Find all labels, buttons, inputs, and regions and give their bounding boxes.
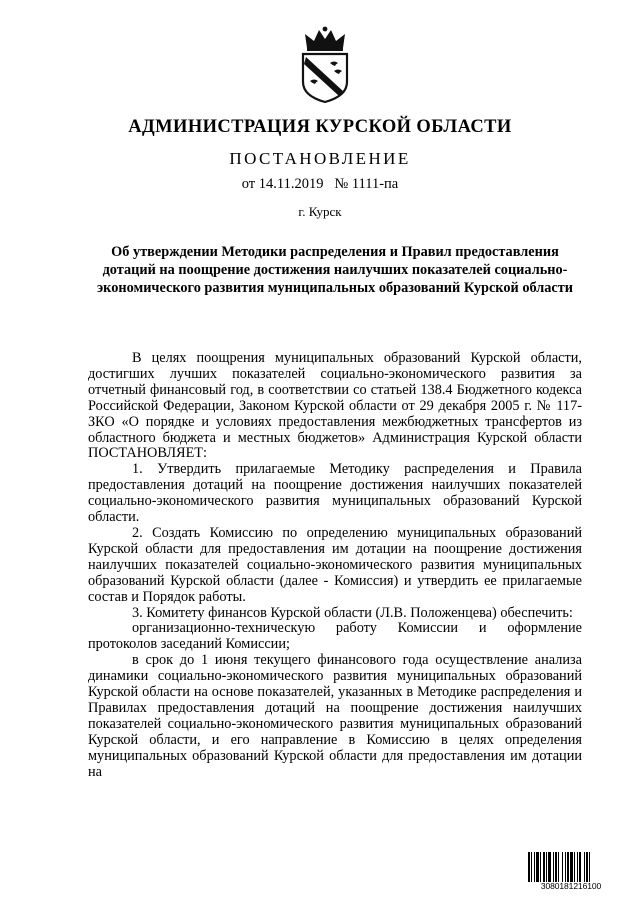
document-city: г. Курск (298, 204, 342, 219)
coat-of-arms-icon (297, 26, 353, 104)
barcode (528, 852, 614, 892)
paragraph-preamble: В целях поощрения муниципальных образований Курской области, достигших лучших показателей социально-экономического развития за отчетный финансовый год, в соответствии со статьей 138.4 Бюджетного кодекса Российской Федерации, Законом Курской области от 29 декабря 2005 г. № 117-ЗКО «О порядке и условиях предоставления межбюджетных трансфертов из областного бюджета и местных бюджетов» Администрация Курской области ПОСТАНОВЛЯЕТ: (88, 350, 582, 462)
document-body (88, 351, 582, 780)
paragraph-item-1: 1. Утвердить прилагаемые Методику распределения и Правила предоставления дотаций на поощрение достижения наилучших показателей социально-экономического развития муниципальных образований Курской области. (88, 461, 582, 526)
paragraph-item-2: 2. Создать Комиссию по определению муниципальных образований Курской области для предоставления им дотации на поощрение достижения наилучших показателей социально-экономического развития муниципальных образований Курской области (далее - Комиссия) и утвердить ее прилагаемые состав и Порядок работы. (88, 524, 582, 605)
paragraph-item-3-2: в срок до 1 июня текущего финансового года осуществление анализа динамики социально-экономического развития муниципальных образований Курской области на основе показателей, указанных в Методике распределения и Правилах предоставления дотаций на поощрение достижения наилучших показателей социально-экономического развития муниципальных образований Курской области, и его направление в Комиссию в целях определения муниципальных образований Курской области для предоставления им дотации на (88, 652, 582, 780)
barcode-lines-icon (528, 852, 614, 882)
barcode-number: 3080181216100 (540, 881, 602, 891)
paragraph-item-3: 3. Комитету финансов Курской области (Л.В. Положенцева) обеспечить: (132, 604, 573, 621)
document-subject: Об утверждении Методики распределения и Правил предоставления дотаций на поощрение достижения наилучших показателей социально-экономического развития муниципальных образований Курской области (96, 244, 574, 296)
document-type: ПОСТАНОВЛЕНИЕ (229, 149, 411, 168)
document-date-number: от 14.11.2019 № 1111-па (241, 176, 399, 192)
paragraph-item-3-1: организационно-техническую работу Комиссии и оформление протоколов заседаний Комиссии; (88, 620, 582, 653)
organization-title: АДМИНИСТРАЦИЯ КУРСКОЙ ОБЛАСТИ (128, 117, 512, 137)
